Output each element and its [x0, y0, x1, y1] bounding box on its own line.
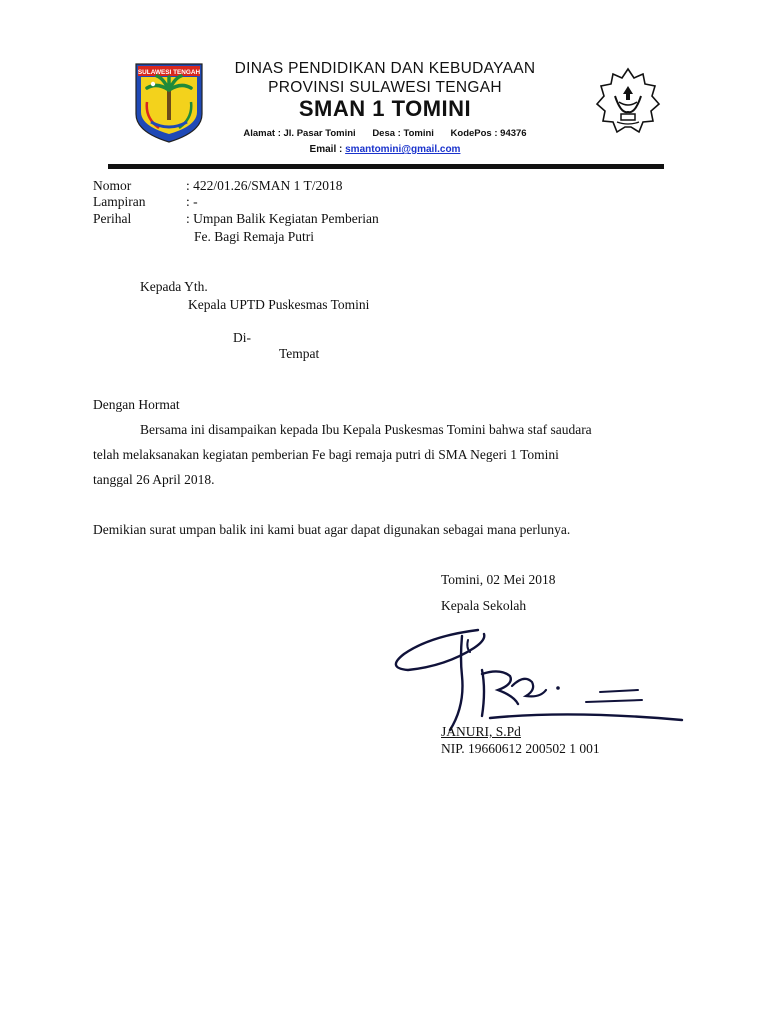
email-label: Email :: [309, 144, 343, 155]
school-name: SMAN 1 TOMINI: [298, 96, 472, 121]
letterhead-divider: [108, 164, 664, 169]
handwritten-signature: [390, 618, 690, 748]
recipient-di: Di-: [233, 330, 251, 345]
address-street: Alamat : Jl. Pasar Tomini: [243, 128, 356, 139]
closing-sentence: Demikian surat umpan balik ini kami buat agar dapat digunakan sebagai mana perlunya.: [93, 522, 571, 537]
address-postcode: KodePos : 94376: [450, 128, 527, 139]
signer-position: Kepala Sekolah: [441, 598, 527, 613]
email-link[interactable]: smantomini@gmail.com: [345, 144, 461, 155]
school-email: [140, 144, 630, 155]
lampiran-label: Lampiran: [93, 194, 146, 209]
perihal-label: Perihal: [93, 211, 132, 226]
nomor-value: : 422/01.26/SMAN 1 T/2018: [186, 178, 343, 193]
recipient-salutation: Kepada Yth.: [140, 279, 208, 294]
recipient-place: Tempat: [279, 346, 320, 361]
nomor-label: Nomor: [93, 178, 132, 193]
province-name: PROVINSI SULAWESI TENGAH: [268, 79, 502, 96]
recipient-name: Kepala UPTD Puskesmas Tomini: [188, 297, 370, 312]
lampiran-value: : -: [186, 194, 198, 209]
perihal-value: : Umpan Balik Kegiatan Pemberian: [186, 211, 379, 226]
place-date: Tomini, 02 Mei 2018: [441, 572, 556, 587]
body-line-1: Bersama ini disampaikan kepada Ibu Kepala Puskesmas Tomini bahwa staf saudara: [140, 422, 592, 437]
agency-name: DINAS PENDIDIKAN DAN KEBUDAYAAN: [234, 60, 536, 77]
signer-name: JANURI, S.Pd: [441, 724, 521, 739]
provincial-logo-text: SULAWESI TENGAH: [137, 69, 201, 76]
body-line-3: tanggal 26 April 2018.: [93, 472, 215, 487]
greeting: Dengan Hormat: [93, 397, 180, 412]
body-line-2: telah melaksanakan kegiatan pemberian Fe bagi remaja putri di SMA Negeri 1 Tomini: [93, 447, 559, 462]
address-village: Desa : Tomini: [372, 128, 434, 139]
signer-nip: NIP. 19660612 200502 1 001: [441, 741, 600, 756]
school-address: [140, 128, 630, 139]
perihal-value-line2: Fe. Bagi Remaja Putri: [194, 229, 314, 244]
